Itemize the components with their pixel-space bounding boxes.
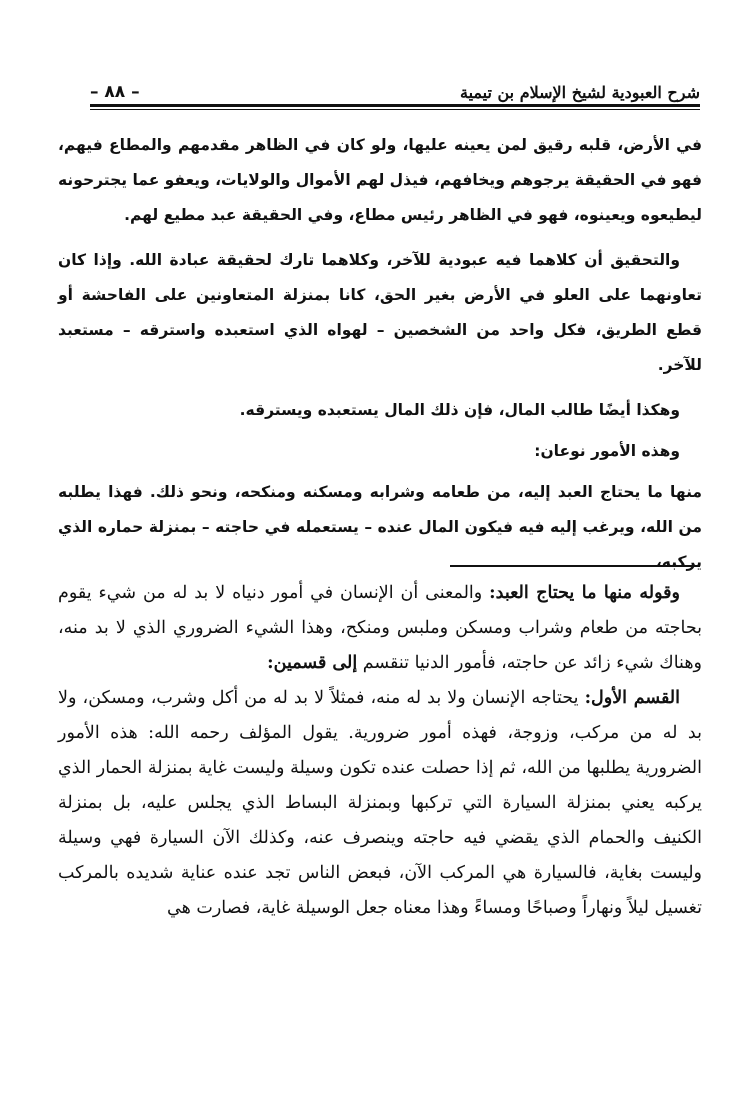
page-number: – ٨٨ – (90, 82, 140, 102)
commentary-text (58, 576, 702, 926)
running-header (90, 68, 700, 102)
header-rule-thin (90, 109, 700, 110)
header-rule (90, 104, 700, 107)
commentary-body-1: والمعنى أن الإنسان في أمور دنياه لا بد له من شيء يقوم بحاجته من طعام وشراب ومسكن وملبس ومنكح، وهذا الشيء الضروري الذي لا بد منه، وهناك شيء زائد عن حاجته، فأمور الدنيا تنقسم (58, 583, 702, 673)
commentary-lead-2: القسم الأول: (584, 688, 680, 708)
section-separator (450, 565, 700, 567)
commentary-tail-1: إلى قسمين: (267, 653, 358, 673)
main-paragraph-4: وهذه الأمور نوعان: (534, 442, 680, 460)
main-text (58, 128, 702, 590)
main-paragraph-3: وهكذا أيضًا طالب المال، فإن ذلك المال يستعبده ويسترقه. (239, 401, 680, 419)
main-paragraph-5: منها ما يحتاج العبد إليه، من طعامه وشرابه ومسكنه ومنكحه، ونحو ذلك. فهذا يطلبه من الله، ويرغب إليه فيه فيكون المال عنده – يستعمله في حاجته – بمنزلة حماره الذي يركبه، (58, 483, 702, 571)
main-paragraph-2: والتحقيق أن كلاهما فيه عبودية للآخر، وكلاهما تارك لحقيقة عبادة الله. وإذا كان تعاونهما على العلو في الأرض بغير الحق، كانا بمنزلة المتعاونين على الفاحشة أو قطع الطريق، فكل واحد من الشخصين – لهواه الذي استعبده واسترقه – مستعبد للآخر. (58, 251, 702, 374)
commentary-paragraph-1 (58, 576, 702, 681)
commentary-lead-1: وقوله منها ما يحتاج العبد: (489, 583, 680, 603)
main-paragraph-1: في الأرض، قلبه رقيق لمن يعينه عليها، ولو كان في الظاهر مقدمهم والمطاع فيهم، فهو في الحقيقة يرجوهم ويخافهم، فيذل لهم الأموال والولايات، ويعفو عما يجترحونه ليطيعوه ويعينوه، فهو في الظاهر رئيس مطاع، وفي الحقيقة عبد مطيع لهم. (58, 136, 702, 224)
commentary-body-2: يحتاجه الإنسان ولا بد له منه، فمثلاً لا بد له من أكل وشرب، ومسكن، ولا بد له من مركب، وزوجة، فهذه أمور ضرورية. يقول المؤلف رحمه الله: هذه الأمور الضرورية يطلبها من الله، ثم إذا حصلت عنده تكون وسيلة وليست غاية بمنزلة الحمار الذي يركبه يعني بمنزلة السيارة التي تركبها وبمنزلة البساط الذي يجلس عليه، بل بمنزلة الكنيف والحمام الذي يقضي فيه حاجته وينصرف عنه، وكذلك الآن السيارة فهي وسيلة وليست بغاية، فالسيارة هي المركب الآن، فبعض الناس تجد عنده عناية شديده بالمركب تغسيل ليلاً ونهاراً وصباحًا ومساءً وهذا معناه جعل الوسيلة غاية، فصارت هي (58, 688, 702, 918)
commentary-paragraph-2 (58, 681, 702, 926)
book-title: شرح العبودية لشيخ الإسلام بن تيمية (459, 83, 700, 102)
